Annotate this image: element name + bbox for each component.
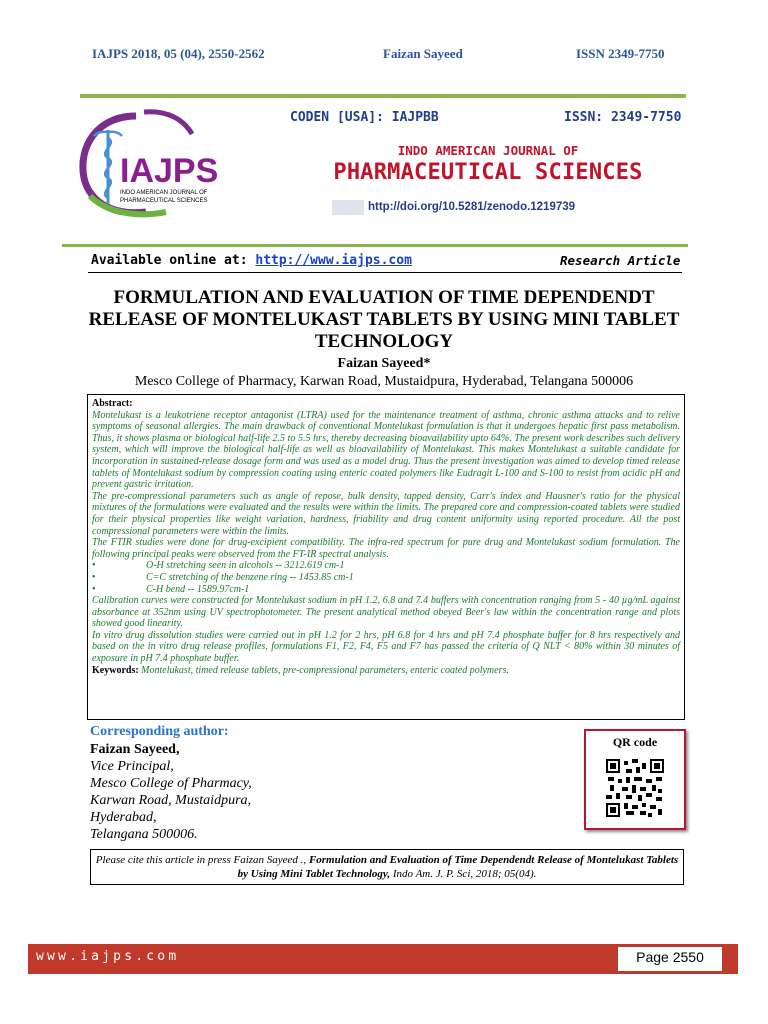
keywords-line [92,665,680,677]
journal-name-line1: INDO AMERICAN JOURNAL OF [397,143,579,158]
availability-divider [88,272,682,273]
corresponding-author-address-line: Hyderabad, [90,810,157,825]
masthead-divider [62,244,688,247]
journal-website-link[interactable]: http://www.iajps.com [255,253,412,268]
corresponding-author-heading: Corresponding author: [90,724,229,739]
doi-link[interactable]: http://doi.org/10.5281/zenodo.1219739 [368,201,576,213]
qr-code-label: QR code [612,735,658,749]
abstract-box [87,394,685,720]
article-affiliation: Mesco College of Pharmacy, Karwan Road, Mustaidpura, Hyderabad, Telangana 500006 [134,374,634,389]
citation-suffix: Indo Am. J. P. Sci, 2018; 05(04). [390,868,537,880]
abstract-heading: Abstract: [92,398,133,409]
corresponding-author-address-line: Karwan Road, Mustaidpura, [90,793,252,808]
footer-bar [28,944,738,974]
masthead-issn: ISSN: 2349-7750 [564,110,682,125]
abstract-paragraph: Calibration curves were constructed for Montelukast sodium in pH 1.2, 6.8 and 7.4 buffers with concentration ranging from 5 - 40 µg/mL against absorbance at 352nm using UV spectrophotometer. The present analytical method obeyed Beer's law within the concentration range and plots showed good linearity. [92,595,680,630]
keywords-label: Keywords: [92,664,142,676]
running-header-author: Faizan Sayeed [383,46,463,61]
article-type: Research Article [560,253,681,268]
availability-label: Available online at: [91,253,256,268]
coden: CODEN [USA]: IAJPBB [290,110,439,125]
corresponding-author-address-line: Mesco College of Pharmacy, [90,776,252,791]
ftir-peak-item: • C-H bend -- 1589.97cm-1 [92,583,250,595]
abstract-paragraph: In vitro drug dissolution studies were carried out in pH 1.2 for 2 hrs, pH 6.8 for 4 hrs and pH 7.4 phosphate buffer for 8 hrs respectively and based on the in vitro drug release profiles, formulations F1, F2, F4, F5 and F7 has passed the criteria of Q NLT < 80% within 30 minutes of exposure in pH 7.4 phosphate buffer. [92,629,680,665]
citation-box [90,849,684,885]
svg-text:INDO AMERICAN JOURNAL OF: INDO AMERICAN JOURNAL OF [120,190,208,196]
ftir-peak-item: • O-H stretching seen in alcohols -- 3212.619 cm-1 [92,560,345,572]
keywords-text: Montelukast, timed release tablets, pre-compressional parameters, enteric coated polymers. [141,664,509,676]
qr-code-box [584,729,686,830]
citation-title: Formulation and Evaluation of Time Dependendt Release of Montelukast Tablets by Using Mini Tablet Technology, [237,854,679,880]
abstract-paragraph: Montelukast is a leukotriene receptor antagonist (LTRA) used for the maintenance treatment of asthma, chronic asthma attacks and to relive symptoms of seasonal allergies. The main drawback of conventional Montelukast formulation is that it undergoes hepatic first pass metabolism. Thus, it shows plasma or biological half-life 2.5 to 5.5 hrs, thereby decreasing bioavailability upto 64%. The present work describes such delivery system, which will improve the biological half-life as well as bioavailability of Montelukast. This makes Montelukast a suitable candidate for incorporation in sustained-release dosage form and was used as a model drug. Thus the present investigation was aimed to develop timed release tablets of Montelukast sodium by compression coating using enteric coated polymers like Eudragit L-100 and S-100 to resist from acidic pH and prevent gastric irritation. [92,409,680,491]
abstract-paragraph: The FTIR studies were done for drug-excipient compatibility. The infra-red spectrum for pure drug and Montelukast sodium formulation. The following principal peaks were observed from the FT-IR spectral analysis. [92,537,680,560]
running-header-issn: ISSN 2349-7750 [576,46,665,61]
corresponding-author-address-line: Telangana 500006. [90,827,198,842]
qr-code-icon[interactable] [606,759,664,817]
header-divider [80,94,686,98]
journal-name-line2: PHARMACEUTICAL SCIENCES [333,160,643,185]
journal-logo [76,108,248,220]
footer-website-link[interactable]: www.iajps.com [36,949,180,964]
availability-line [91,253,412,268]
page-number: Page 2550 [636,949,704,965]
article-author: Faizan Sayeed* [337,356,431,371]
running-header-citation: IAJPS 2018, 05 (04), 2550-2562 [92,46,265,61]
svg-text:IAJPS: IAJPS [120,152,219,190]
abstract-paragraph: The pre-compressional parameters such as angle of repose, bulk density, tapped density, Carr's index and Hausner's ratio for the physical mixtures of the formulations were evaluated and the results were within the limits. The prepared core and compression-coated tablets were studied for their physical properties like weight variation, hardness, friability and drug content uniformity using reported procedure. All the post compressional parameters were within the limits. [92,490,680,537]
doi-highlight [332,200,364,215]
citation-prefix: Please cite this article in press Faizan Sayeed ., [95,854,309,866]
ftir-peak-item: • C=C stretching of the benzene ring -- 1453.85 cm-1 [92,571,354,583]
corresponding-author-address-line: Vice Principal, [90,759,174,774]
corresponding-author-name: Faizan Sayeed, [90,742,180,757]
svg-text:PHARMACEUTICAL SCIENCES: PHARMACEUTICAL SCIENCES [120,198,208,204]
page-number-box [618,947,722,971]
article-title: FORMULATION AND EVALUATION OF TIME DEPENDENDT RELEASE OF MONTELUKAST TABLETS BY USING MINI TABLET TECHNOLOGY [88,287,680,352]
